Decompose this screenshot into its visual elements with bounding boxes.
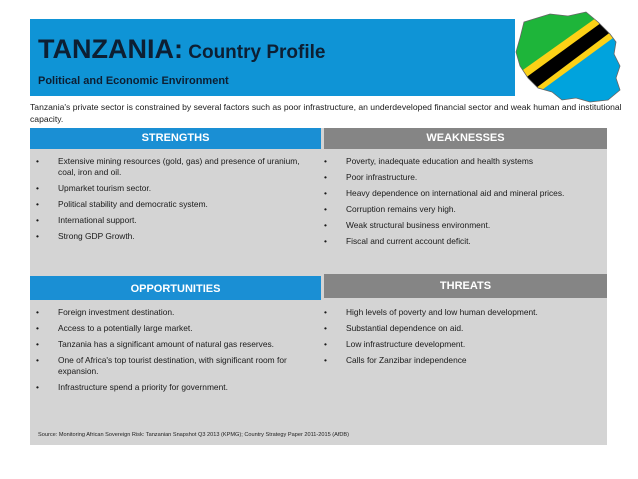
list-item: • Heavy dependence on international aid and mineral prices. <box>324 188 565 198</box>
list-item: • Extensive mining resources (gold, gas) and presence of uranium, coal, iron and oil. <box>36 156 300 177</box>
list-item: • Access to a potentially large market. <box>36 323 193 333</box>
intro-text: Tanzania's private sector is constrained by several factors such as poor infrastructure, an underdeveloped financial sector and weak human and institutional capacity. <box>30 102 622 124</box>
title-banner <box>30 19 515 96</box>
title-rest: Country Profile <box>182 42 326 63</box>
list-item: • High levels of poverty and low human development. <box>324 307 538 317</box>
list-item: • Poverty, inadequate education and health systems <box>324 156 534 166</box>
list-item: • Poor infrastructure. <box>324 172 418 182</box>
swot-grid <box>30 128 607 445</box>
list-item: • Infrastructure spend a priority for government. <box>36 382 228 392</box>
title-country: TANZANIA: <box>38 34 183 64</box>
weaknesses-list <box>320 156 590 252</box>
list-item: • Tanzania has a significant amount of natural gas reserves. <box>36 339 275 349</box>
list-item: • Weak structural business environment. <box>324 220 491 230</box>
list-item: • Political stability and democratic system. <box>36 199 208 209</box>
list-item: • Fiscal and current account deficit. <box>324 236 471 246</box>
list-item: • Substantial dependence on aid. <box>324 323 464 333</box>
list-item: • International support. <box>36 215 137 225</box>
list-item: • Foreign investment destination. <box>36 307 175 317</box>
strengths-list <box>32 156 304 247</box>
page-title <box>38 34 325 65</box>
strengths-header: STRENGTHS <box>30 128 321 149</box>
threats-list <box>320 307 602 371</box>
list-item: • Corruption remains very high. <box>324 204 456 214</box>
list-item: • Upmarket tourism sector. <box>36 183 152 193</box>
list-item: • Calls for Zanzibar independence <box>324 355 467 365</box>
threats-header: THREATS <box>324 274 607 298</box>
list-item: • Strong GDP Growth. <box>36 231 135 241</box>
opportunities-list <box>32 307 312 398</box>
tanzania-flag-map-icon <box>506 8 624 106</box>
page-subtitle: Political and Economic Environment <box>38 75 229 87</box>
opportunities-header: OPPORTUNITIES <box>30 276 321 300</box>
source-note: Source: Monitoring African Sovereign Risk: Tanzanian Snapshot Q3 2013 (KPMG); Country Strategy Paper 2011-2015 (AfDB) <box>38 432 350 438</box>
list-item: • Low infrastructure development. <box>324 339 466 349</box>
weaknesses-header: WEAKNESSES <box>324 128 607 149</box>
list-item: • One of Africa's top tourist destination, with significant room for expansion. <box>36 355 287 376</box>
